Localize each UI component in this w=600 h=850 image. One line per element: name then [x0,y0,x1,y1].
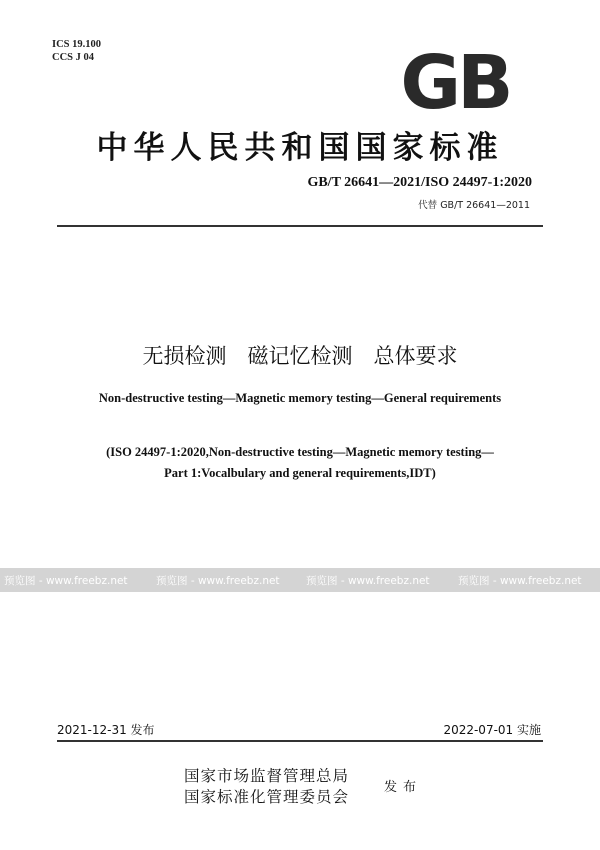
idt-reference-line-1: (ISO 24497-1:2020,Non-destructive testing—Magnetic memory testing— [106,445,494,459]
ccs-code: CCS J 04 [52,52,95,63]
watermark-text: 预览图 - www.freebz.net [306,575,430,587]
publish-label: 发布 [384,780,423,795]
watermark-text: 预览图 - www.freebz.net [4,575,128,587]
document-title-en: Non-destructive testing—Magnetic memory testing—General requirements [98,391,502,405]
standard-number: GB/T 26641—2021/ISO 24497-1:2020 [307,175,532,190]
national-standard-title: 中华人民共和国国家标准 [96,130,504,166]
gb-logo [396,48,514,116]
footer-divider [57,740,543,742]
watermark-text: 预览图 - www.freebz.net [458,575,582,587]
issuer-samr: 国家市场监督管理总局 [184,767,350,785]
classification-codes [52,38,101,64]
watermark-band [0,568,600,592]
issue-date: 2021-12-31 发布 [57,723,155,737]
effective-date: 2022-07-01 实施 [443,723,541,737]
header-divider [57,225,543,227]
issuer-sac: 国家标准化管理委员会 [184,788,350,806]
replaces-note: 代替 GB/T 26641—2011 [418,200,530,211]
gb-logo-text: GB [400,48,510,116]
idt-reference-line-2: Part 1:Vocalbulary and general requirements,IDT) [164,466,436,480]
document-title-cn: 无损检测 磁记忆检测 总体要求 [142,344,458,368]
watermark-text: 预览图 - www.freebz.net [156,575,280,587]
ics-code: ICS 19.100 [52,39,102,50]
